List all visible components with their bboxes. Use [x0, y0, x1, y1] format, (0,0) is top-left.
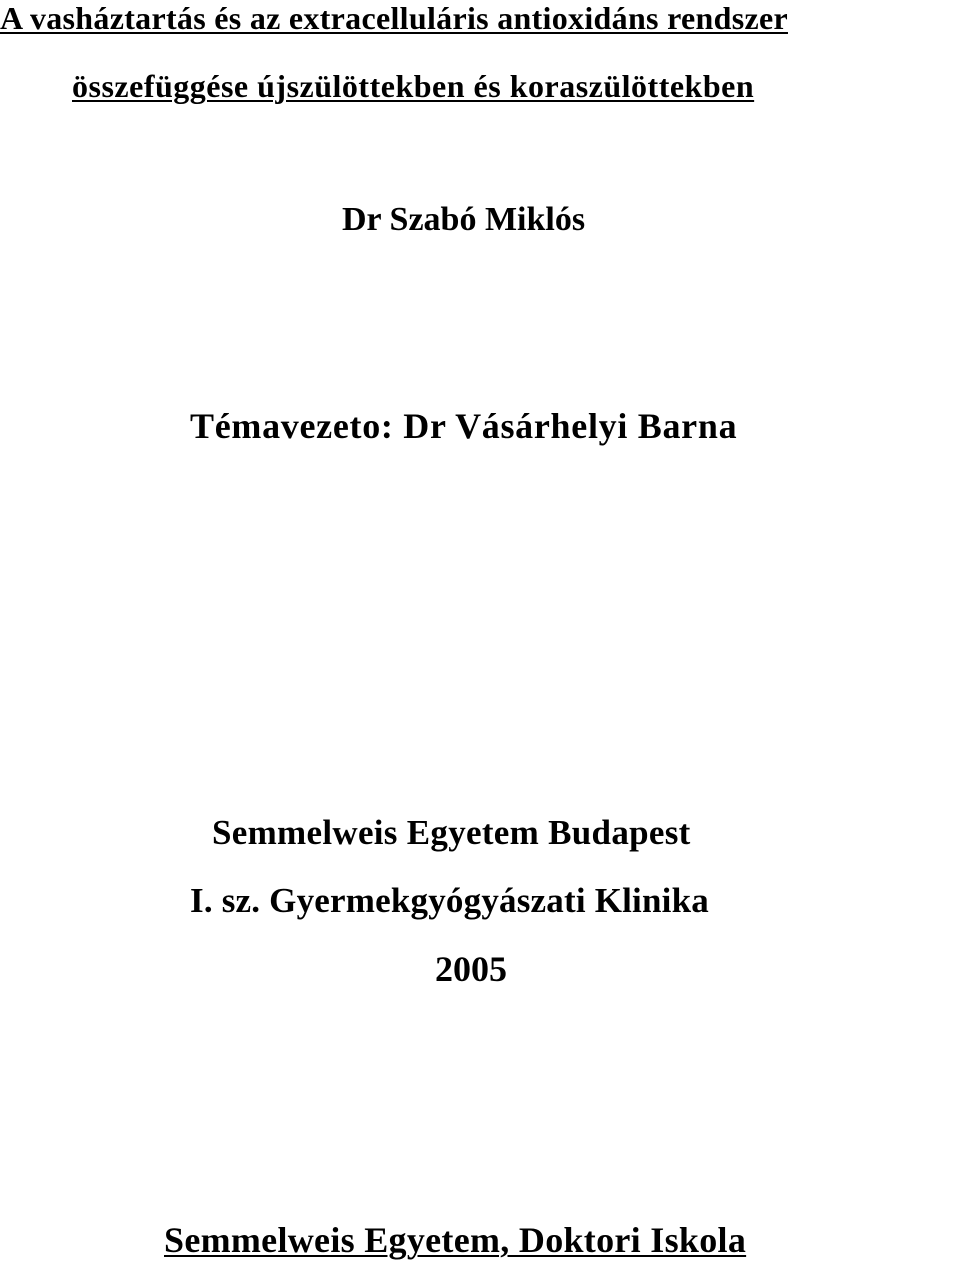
- author-name: Dr Szabó Miklós: [342, 201, 586, 238]
- doctoral-school: Semmelweis Egyetem, Doktori Iskola: [164, 1220, 747, 1260]
- title-line-2: összefüggése újszülöttekben és koraszülöttekben: [72, 68, 755, 104]
- supervisor-line: Témavezeto: Dr Vásárhelyi Barna: [190, 406, 738, 446]
- title-line-1: A vasháztartás és az extracelluláris antioxidáns rendszer: [0, 0, 788, 36]
- clinic-name: I. sz. Gyermekgyógyászati Klinika: [190, 881, 709, 920]
- publication-year: 2005: [435, 949, 507, 989]
- university-name: Semmelweis Egyetem Budapest: [212, 813, 691, 852]
